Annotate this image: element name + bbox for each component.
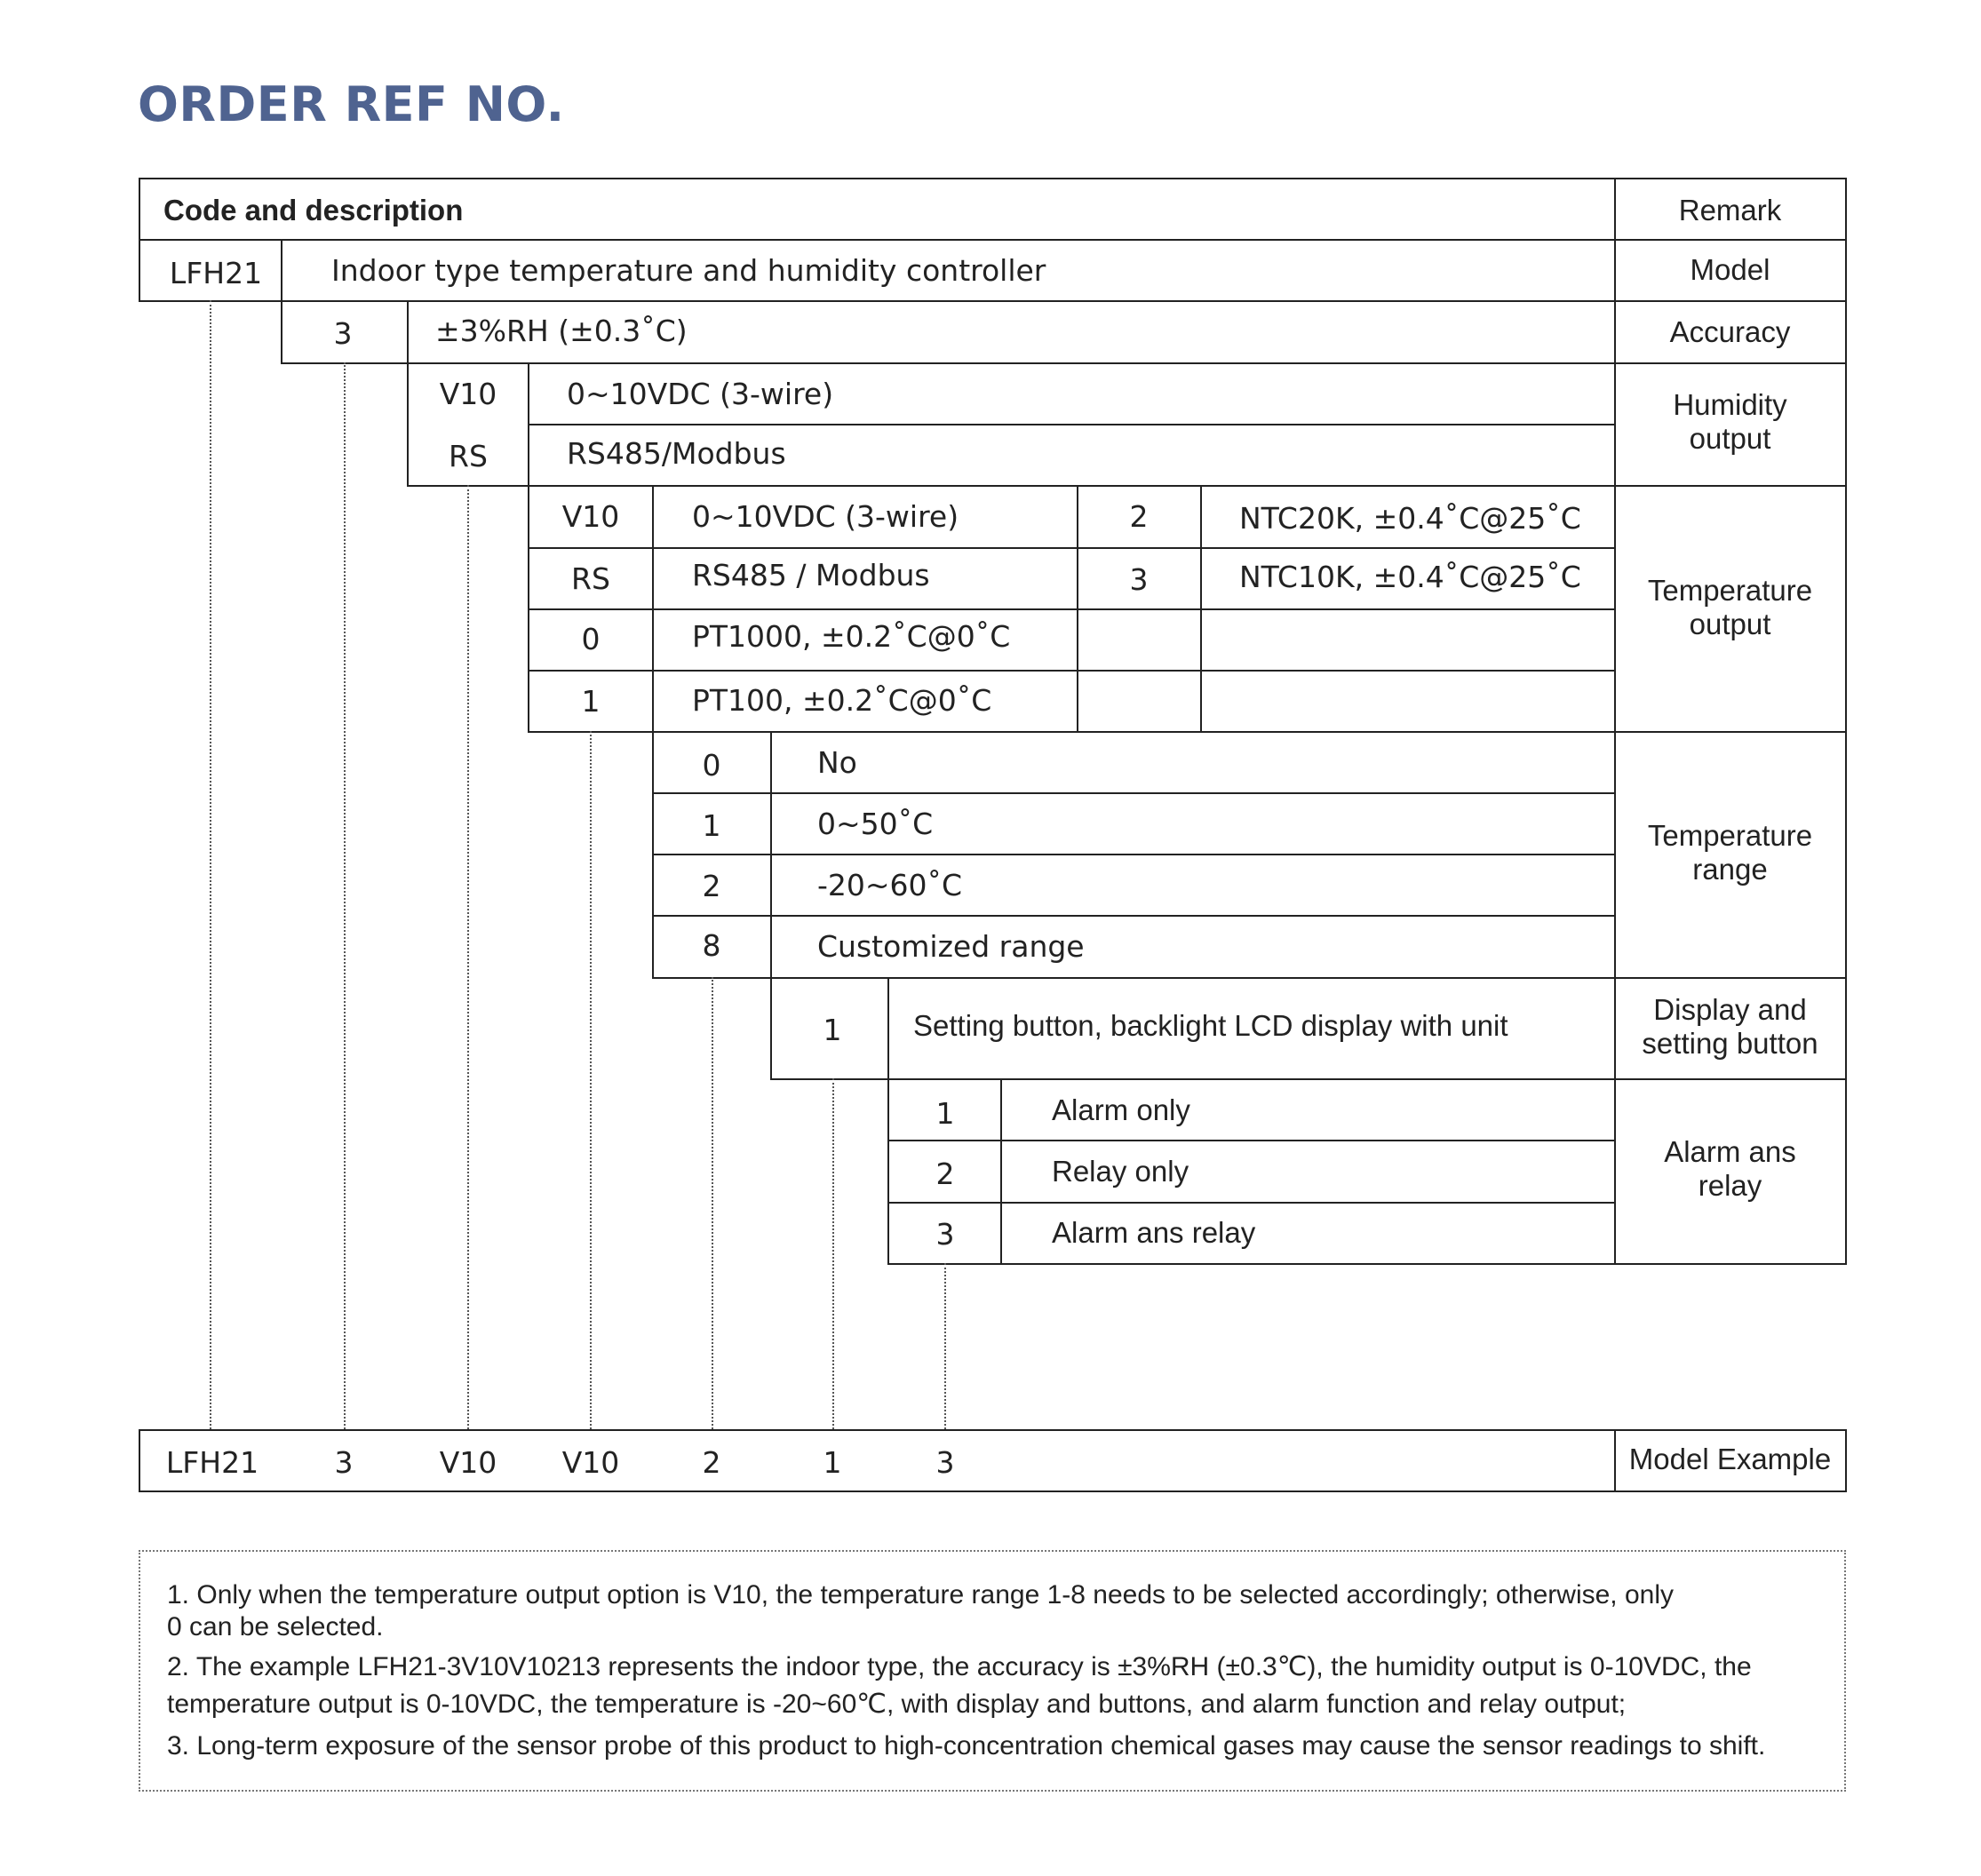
- temp-range-remark: [1614, 819, 1846, 886]
- example-code: 3: [334, 1445, 354, 1480]
- temp-range-code: 0: [702, 748, 721, 783]
- temp-output-code2: 2: [1129, 499, 1149, 534]
- note-2-line2: temperature output is 0-10VDC, the temperature is -20~60℃, with display and buttons, and alarm function and relay output;: [167, 1689, 1627, 1719]
- temp-output-remark-line1: Temperature: [1647, 574, 1813, 607]
- temp-output-code: V10: [561, 499, 620, 534]
- alarm-remark-line2: relay: [1698, 1169, 1762, 1202]
- humidity-remark-line1: Humidity: [1673, 388, 1787, 421]
- alarm-description: Relay only: [1052, 1155, 1189, 1188]
- example-code: V10: [439, 1445, 497, 1480]
- model-description: Indoor type temperature and humidity controller: [331, 253, 1046, 288]
- temp-output-code: 0: [581, 622, 601, 656]
- example-code: LFH21: [165, 1445, 259, 1480]
- temp-output-code: RS: [571, 561, 610, 596]
- alarm-code: 2: [935, 1157, 955, 1191]
- temp-range-code: 2: [702, 869, 721, 903]
- temp-output-description2: NTC20K, ±0.4˚C@25˚C: [1239, 501, 1581, 536]
- example-code: 2: [702, 1445, 721, 1480]
- humidity-description: 0~10VDC (3-wire): [567, 377, 834, 411]
- alarm-code: 1: [935, 1096, 955, 1131]
- temp-output-remark: [1614, 574, 1846, 641]
- page-title: ORDER REF NO.: [138, 76, 565, 132]
- example-code: V10: [561, 1445, 620, 1480]
- temp-output-code2: 3: [1129, 562, 1149, 597]
- note-1-line1: 1. Only when the temperature output option is V10, the temperature range 1-8 needs to be selected accordingly; otherwise, only: [167, 1580, 1675, 1610]
- display-code: 1: [823, 1013, 842, 1047]
- note-1-line2: 0 can be selected.: [167, 1612, 384, 1642]
- accuracy-code: 3: [333, 316, 353, 351]
- humidity-code: V10: [439, 377, 497, 411]
- display-remark-line1: Display and: [1653, 993, 1807, 1026]
- model-code: LFH21: [169, 256, 263, 290]
- temp-range-code: 8: [702, 928, 721, 963]
- temp-output-remark-line2: output: [1689, 608, 1771, 640]
- alarm-remark: [1614, 1135, 1846, 1203]
- temp-output-code: 1: [581, 684, 601, 719]
- note-3: 3. Long-term exposure of the sensor probe of this product to high-concentration chemical gases may cause the sensor readings to shift.: [167, 1731, 1766, 1761]
- note-2-line1: 2. The example LFH21-3V10V10213 represents the indoor type, the accuracy is ±3%RH (±0.3℃), the humidity output is 0-10VDC, the: [167, 1652, 1752, 1681]
- humidity-remark: [1614, 388, 1846, 456]
- note-1: [167, 1579, 1837, 1643]
- alarm-remark-line1: Alarm ans: [1664, 1135, 1796, 1168]
- note-2: [167, 1649, 1837, 1723]
- header-code-description: Code and description: [163, 194, 464, 227]
- temp-range-description: -20~60˚C: [817, 868, 963, 902]
- header-remark: Remark: [1678, 194, 1782, 227]
- temp-output-description: 0~10VDC (3-wire): [692, 499, 959, 534]
- display-description: Setting button, backlight LCD display with unit: [913, 1009, 1508, 1042]
- display-remark: [1614, 993, 1846, 1061]
- model-example-remark: Model Example: [1628, 1443, 1832, 1475]
- alarm-description: Alarm ans relay: [1052, 1216, 1256, 1249]
- humidity-description: RS485/Modbus: [567, 436, 786, 471]
- temp-output-description: RS485 / Modbus: [692, 558, 930, 592]
- temp-range-description: 0~50˚C: [817, 807, 934, 841]
- humidity-remark-line2: output: [1689, 422, 1771, 455]
- accuracy-description: ±3%RH (±0.3˚C): [435, 314, 688, 348]
- temp-range-code: 1: [702, 808, 721, 843]
- display-remark-line2: setting button: [1642, 1027, 1818, 1060]
- alarm-description: Alarm only: [1052, 1093, 1190, 1126]
- alarm-code: 3: [935, 1217, 955, 1252]
- temp-range-description: Customized range: [817, 929, 1085, 964]
- humidity-code: RS: [449, 439, 488, 473]
- temp-range-description: No: [817, 745, 857, 780]
- temp-range-remark-line1: Temperature: [1647, 819, 1813, 852]
- temp-range-remark-line2: range: [1692, 853, 1768, 886]
- example-code: 1: [823, 1445, 842, 1480]
- accuracy-remark: Accuracy: [1669, 315, 1791, 348]
- temp-output-description2: NTC10K, ±0.4˚C@25˚C: [1239, 560, 1581, 594]
- temp-output-description: PT1000, ±0.2˚C@0˚C: [692, 619, 1011, 654]
- model-remark: Model: [1690, 253, 1770, 286]
- example-code: 3: [935, 1445, 955, 1480]
- temp-output-description: PT100, ±0.2˚C@0˚C: [692, 683, 992, 718]
